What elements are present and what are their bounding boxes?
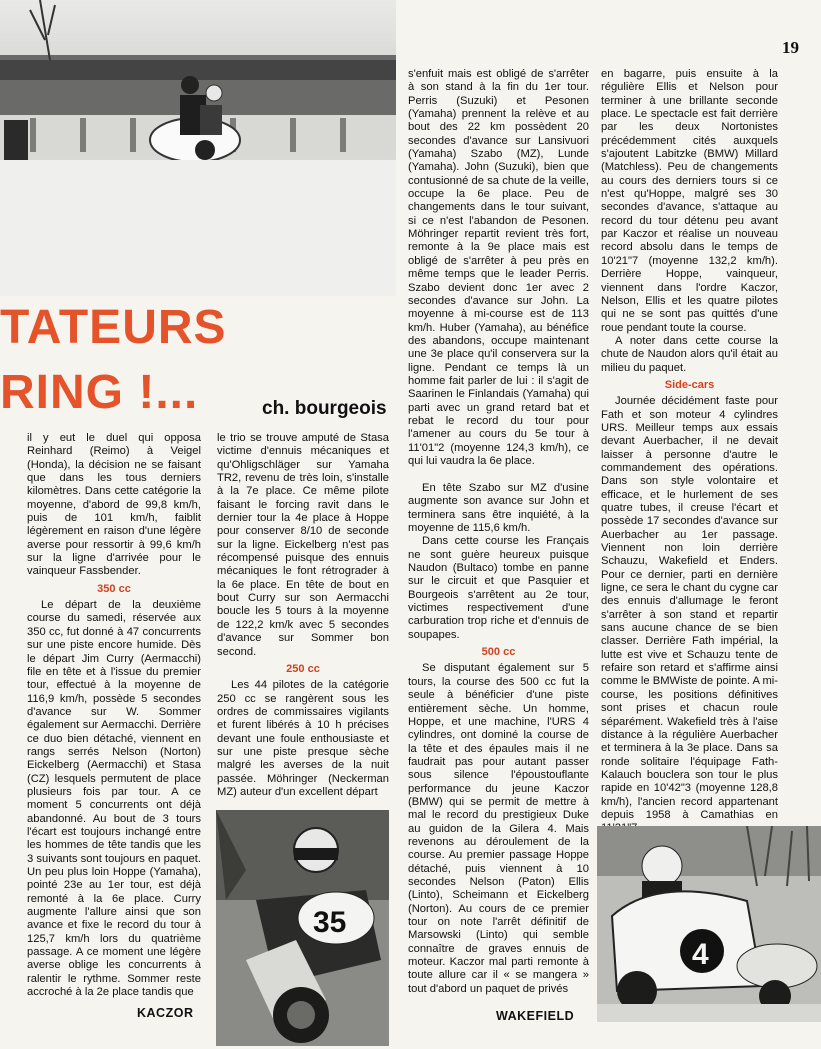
paragraph-350-cont: le trio se trouve amputé de Stasa victime d'ennuis mécaniques et qu'Ohligschläger sur Yamaha TR2, revenu de très loin, s'installe à la 7e place. Ce même pilote faisant le forcing ravit dans le dernier tour la 4e place à Hoppe pour conserver 8/10 de seconde sur la ligne. Eickelberg n'est pas récompensé puisque des ennuis mécaniques le font rétrograder à la 6e place. En tête de bout en bout Curry sur son Aermacchi boucle les 5 tours à la moyenne de 122,2 km/k avec 5 secondes d'avance sur Sommer bon second. (217, 432, 389, 658)
section-heading-sidecars: Side-cars (664, 378, 715, 391)
svg-text:35: 35 (313, 906, 347, 939)
page-number: 19 (782, 38, 799, 57)
column-4-top (601, 68, 778, 836)
column-3-top (408, 68, 589, 468)
top-race-photo (0, 0, 396, 296)
paragraph-500: Se disputant également sur 5 tours, la course des 500 cc fut la seule à bénéficier d'une piste entièrement sèche. Un homme, Hoppe, et une machine, l'URS 4 cylindres, ont dominé la course de la tête et des épaules mais il ne faudrait pas pour autant passer sous silence l'époustouflante performance du jeune Kaczor (BMW) qui se permit de mettre à mal le record du prestigieux Duke au guidon de la Gilera 4. Mais revenons au déroulement de la course. Au premier passage Hoppe détaché, puis viennent à 10 secondes Nelson (Paton) Ellis (Linto), Scheimann et Eickelberg (Norton). Au cours de ce premier tour on note l'arrêt définitif de Marsowski (Linto) qui semble connaître de graves ennuis de moteur. Kaczor mal parti remonte à toute allure car il « se mangera » tout d'abord un paquet de privés (408, 662, 589, 995)
svg-text:4: 4 (692, 938, 709, 971)
section-heading-350: 350 cc (97, 582, 131, 595)
caption-kaczor: KACZOR (137, 1006, 194, 1020)
paragraph-naudon: A noter dans cette course la chute de Naudon alors qu'il était au milieu du paquet. (601, 334, 778, 374)
paragraph-350: Le départ de la deuxième course du samedi, réservée aux 350 cc, fut donné à 47 concurrents sur une piste encore humide. Dès le départ Jim Curry (Aermacchi) file en tête et à l'issue du premier tour, effectué à la moyenne de 116,9 km/h, possède 5 secondes d'avance sur W. Sommer également sur Aermacchi. Derrière ce duo bien détaché, viennent en rangs serrés Nelson (Norton) Eickelberg (Aermacchi) et Stasa (CZ) lesquels permutent de place plusieurs fois par tour. A ce moment 5 concurrents ont déjà abandonné. Au bout de 3 tours l'écart est toujours inchangé entre les hommes de tête tandis que les 3 suivants sont toujours en paquet. Un peu plus loin Hoppe (Yamaha), pointé 23e au 1er tour, est déjà remonté à la 6e place. Curry augmente l'allure ainsi que son avance et fixe le record du tour à 125,7 km/h lors du quatrième passage. A ce moment une légère averse oblige les concurrents à ralentir le rythme. Sommer reste accroché à la 2e place tandis que (27, 599, 201, 999)
headline-line-2: RING !... (0, 366, 199, 419)
column-3-lower (408, 482, 589, 996)
column-2 (217, 432, 389, 799)
paragraph-intro: il y eut le duel qui opposa Reinhard (Reimo) à Veigel (Honda), la décision ne se faisant que dans les tous derniers kilomètres. Dans cette catégorie la moyenne, d'abord de 99,8 km/h, puis de 101 km/h, faiblit légèrement en raison d'une légère averse pour ressortir à 99,6 km/h sur la ligne d'arrivée pour le vainqueur Fassbender. (27, 432, 201, 578)
column-1 (27, 432, 201, 999)
section-heading-500: 500 cc (481, 646, 516, 659)
wakefield-sidecar-photo (597, 826, 821, 1022)
kaczor-rider-photo (216, 810, 389, 1046)
paragraph-szabo: En tête Szabo sur MZ d'usine augmente son avance sur John et terminera sans être inquiété, à la moyenne de 115,6 km/h. (408, 482, 589, 535)
headline-line-1: TATEURS (0, 301, 227, 354)
paragraph-250: Les 44 pilotes de la catégorie 250 cc se rangèrent sous les ordres de commissaires vigilants et furent libérés à 10 h précises devant une foule enthousiaste et sur une piste presque sèche malgré les averses de la nuit passée. Möhringer (Neckerman MZ) auteur d'un excellent départ (217, 679, 389, 798)
paragraph-francais: Dans cette course les Français ne sont guère heureux puisque Naudon (Bultaco) tombe en panne sur le circuit et que Pasquier et Bourgeois s'arrêtent au 2e tour, victimes respectivement d'une carburation trop riche et d'ennuis de soupapes. (408, 535, 589, 641)
caption-wakefield: WAKEFIELD (496, 1009, 575, 1023)
paragraph-500-cont: en bagarre, puis ensuite à la régulière Ellis et Nelson pour terminer à une brillante seconde place. Le spectacle est fait derrière par les deux Nortonistes précédemment cités auxquels s'ajoutent Labitzke (BMW) Millard (Matchless). Peu de changements au cours des derniers tours si ce n'est qu'Hoppe, malgré ses 30 secondes d'avance, s'attaque au record du tour détenu peu avant par Kaczor et réalise un nouveau record absolu dans le temps de 10'21"7 (moyenne 132,2 km/h). Derrière Hoppe, vainqueur, viennent dans l'ordre Kaczor, Nelson, Ellis et les quatre pilotes qui ne se sont pas quittés d'une roue pendant toute la course. (601, 68, 778, 334)
author-byline: ch. bourgeois (262, 398, 387, 419)
paragraph-sidecars: Journée décidément faste pour Fath et son moteur 4 cylindres URS. Meilleur temps aux essais devant Auerbacher, il ne devait laisser à personne d'autre le commandement des opérations. Dans son style volontaire et efficace, et le hurlement de ses quatre tubes, il creuse l'écart et possède 17 secondes d'avance sur Auerbacher au 1er passage. Viennent non loin derrière Schauzu, Wakefield et Enders. Pour ce dernier, parti en dernière ligne, ce sera le chant du cygne car des ennuis d'allumage le feront s'arrêter à son stand et repartir sans aucune chance de se bien classer. Derrière Fath impérial, la lutte est vive et Schauzu tente de refaire son retard et s'affirme ainsi comme le BMWiste de pointe. A mi-course, les positions définitives sont prises et chacun roule séparément. Wakefield très à l'aise distance à la régulière Auerbacher et terminera à la 3e place. Dans sa ronde solitaire l'équipage Fath-Kalauch bouclera son tour le plus rapide en 10'42"3 (moyenne 128,8 km/h), l'ancien record appartenant depuis 1958 à Camathias en (601, 395, 778, 821)
section-heading-250: 250 cc (286, 662, 320, 675)
paragraph-250-cont: s'enfuit mais est obligé de s'arrêter à son stand à la fin du 1er tour. Perris (Suzuki) et Pesonen (Yamaha) prennent la relève et au bout des 22 km possèdent 20 secondes d'avance sur Lansivuori (Yamaha) Szabo (MZ), Lunde (Yamaha). John (Suzuki), bien que contusionné de sa chute de la veille, occupe la 6e place. Peu de changements dans le tour suivant, si ce n'est l'abandon de Pesonen. Möhringer repartit revient très fort, remonte à la 9e place mais est obligé de s'arrêter à peu près en même temps que le leader Perris. Szabo devient donc 1er avec 2 secondes d'avance sur John. La moyenne à mi-course est de 113 km/h. Huber (Yamaha), au bénéfice des abandons, occupe maintenant une 3e place qu'il conservera sur la ligne. Pendant ce temps là un homme fait parler de lui : il s'agit de Saarinen le Finlandais (Yamaha) qui parti avec un grand retard bat et rebat le record du tour pour l'amener au cours du 5e tour à 11'01"2 (moyenne 124,3 km/h), ce qui lui vaudra la 6e place. (408, 68, 589, 467)
